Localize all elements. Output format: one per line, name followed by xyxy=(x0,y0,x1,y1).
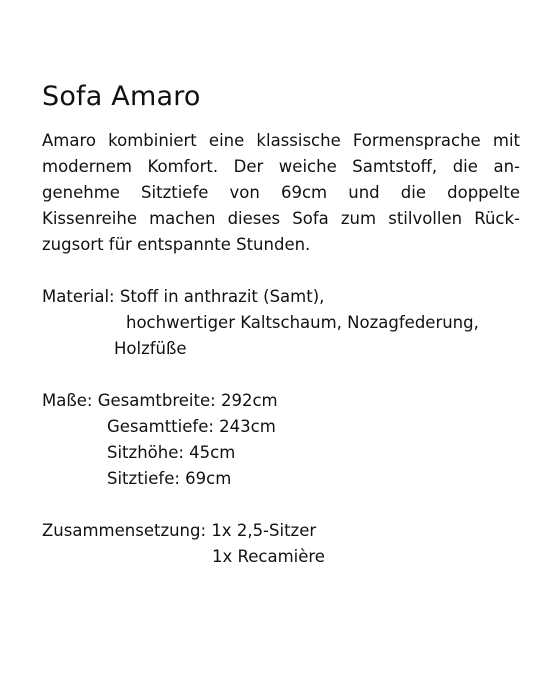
product-description-page xyxy=(42,80,520,570)
description-line: modernem Komfort. Der weiche Samtstoff, die an- xyxy=(42,157,520,176)
dimensions-section xyxy=(42,388,520,492)
dimensions-row xyxy=(42,388,520,414)
dimensions-value: Gesamttiefe: 243cm xyxy=(107,417,276,436)
material-value: hochwertiger Kaltschaum, Nozagfederung, xyxy=(126,313,479,332)
composition-row xyxy=(42,518,520,544)
material-value: Holzfüße xyxy=(114,339,187,358)
composition-value: 1x Recamière xyxy=(212,547,325,566)
description-line: Kissenreihe machen dieses Sofa zum stilvollen Rück- xyxy=(42,209,520,228)
composition-section xyxy=(42,518,520,570)
material-row xyxy=(42,284,520,310)
composition-label: Zusammensetzung: xyxy=(42,521,207,540)
description-line: genehme Sitztiefe von 69cm und die doppelte xyxy=(42,183,520,202)
dimensions-value: Sitztiefe: 69cm xyxy=(107,469,232,488)
description-line: zugsort für entspannte Stunden. xyxy=(42,235,311,254)
material-section xyxy=(42,284,520,362)
composition-value: 1x 2,5-Sitzer xyxy=(211,521,317,540)
dimensions-value: Gesamtbreite: 292cm xyxy=(97,391,278,410)
dimensions-label: Maße: xyxy=(42,391,93,410)
product-description xyxy=(42,128,520,258)
description-line: Amaro kombiniert eine klassische Formensprache mit xyxy=(42,131,520,150)
material-label: Material: xyxy=(42,287,115,306)
product-title: Sofa Amaro xyxy=(42,81,201,112)
dimensions-value: Sitzhöhe: 45cm xyxy=(107,443,236,462)
material-value: Stoff in anthrazit (Samt), xyxy=(119,287,325,306)
